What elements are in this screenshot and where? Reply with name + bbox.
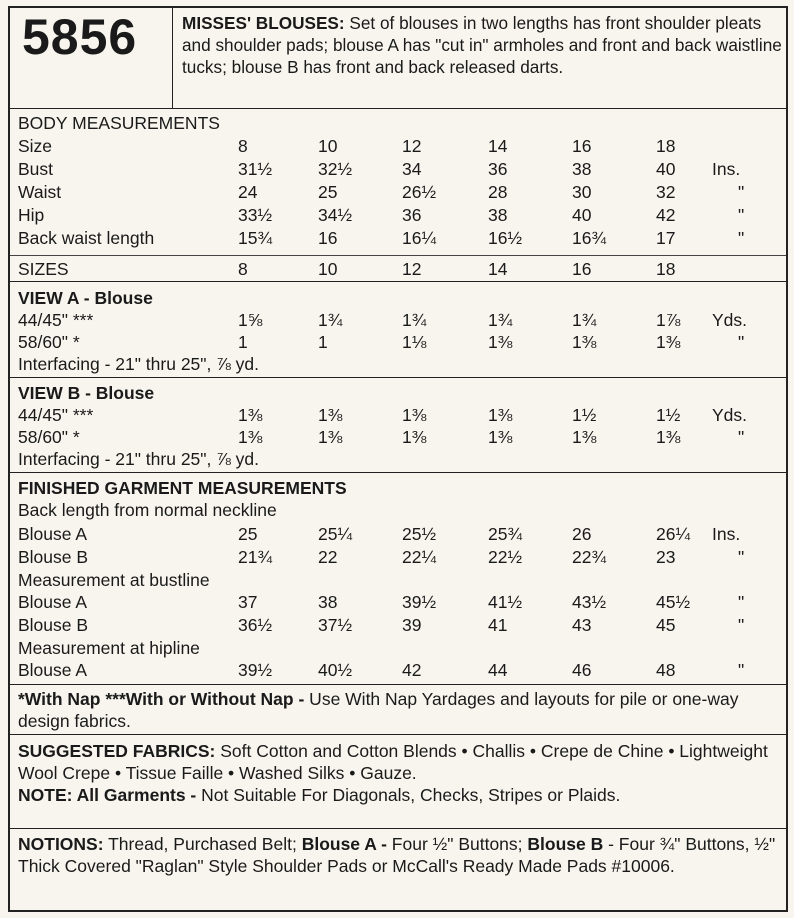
unit-label: ": [738, 547, 745, 567]
notions-bold: NOTIONS:: [18, 834, 104, 854]
divider: [10, 684, 786, 685]
unit-label: ": [738, 660, 745, 680]
pattern-number: 5856: [22, 9, 138, 65]
table-cell: 22¼: [402, 547, 437, 567]
table-cell: 25½: [402, 524, 437, 544]
row-label: Blouse A: [18, 592, 88, 612]
unit-label: Ins.: [712, 524, 741, 544]
table-cell: 24: [238, 182, 258, 202]
table-cell: 32: [656, 182, 676, 202]
table-cell: 21¾: [238, 547, 273, 567]
unit-label: ": [738, 427, 745, 447]
table-cell: 1⅝: [238, 310, 263, 330]
fabrics-note-bold: NOTE: All Garments -: [18, 785, 197, 805]
unit-label: ": [738, 592, 745, 612]
unit-label: ": [738, 615, 745, 635]
table-cell: 1⅜: [488, 427, 513, 447]
row-label: 44/45" ***: [18, 405, 94, 425]
finished-sub-bustline: Measurement at bustline: [18, 570, 210, 590]
table-cell: 28: [488, 182, 508, 202]
table-cell: 12: [402, 136, 422, 156]
row-label: 44/45" ***: [18, 310, 94, 330]
table-cell: 38: [572, 159, 592, 179]
table-cell: 38: [488, 205, 508, 225]
divider: [10, 828, 786, 829]
table-cell: 48: [656, 660, 676, 680]
table-cell: 1¾: [318, 310, 343, 330]
table-cell: 16½: [488, 228, 523, 248]
row-label: Blouse B: [18, 615, 89, 635]
fabrics-note-text: Not Suitable For Diagonals, Checks, Stripes or Plaids.: [196, 785, 621, 805]
table-cell: 1⅜: [572, 427, 597, 447]
description-title: MISSES' BLOUSES:: [182, 13, 345, 33]
unit-label: Yds.: [712, 310, 748, 330]
view-a-interfacing: Interfacing - 21" thru 25", ⅞ yd.: [18, 354, 260, 374]
pattern-description: [182, 12, 782, 78]
table-cell: 40: [656, 159, 676, 179]
table-cell: 39½: [402, 592, 437, 612]
table-cell: 15¾: [238, 228, 273, 248]
size-cell: 18: [656, 259, 676, 279]
table-cell: 34½: [318, 205, 353, 225]
sizes-label: SIZES: [18, 259, 69, 279]
unit-label: ": [738, 228, 745, 248]
finished-sub-back-length: Back length from normal neckline: [18, 500, 277, 520]
table-cell: 25¾: [488, 524, 523, 544]
table-cell: 16: [572, 136, 592, 156]
table-cell: 17: [656, 228, 676, 248]
notions-text-2: Four ½" Buttons;: [386, 834, 528, 854]
table-cell: 26: [572, 524, 592, 544]
table-cell: 39½: [238, 660, 273, 680]
table-cell: 44: [488, 660, 508, 680]
table-cell: 1⅜: [402, 427, 427, 447]
nap-note: [18, 688, 778, 732]
table-cell: 42: [656, 205, 676, 225]
table-cell: 1¾: [572, 310, 597, 330]
nap-note-text: Use With Nap Yardages and layouts for pile or one-way design fabrics.: [18, 689, 739, 731]
table-cell: 25: [238, 524, 258, 544]
table-cell: 1⅜: [318, 405, 343, 425]
divider: [10, 734, 786, 735]
table-cell: 1⅜: [488, 405, 513, 425]
table-cell: 26½: [402, 182, 437, 202]
table-cell: 1⅜: [656, 332, 681, 352]
table-cell: 46: [572, 660, 592, 680]
table-cell: 43: [572, 615, 592, 635]
table-cell: 37½: [318, 615, 353, 635]
view-b-interfacing: Interfacing - 21" thru 25", ⅞ yd.: [18, 449, 260, 469]
table-cell: 25: [318, 182, 338, 202]
size-cell: 8: [238, 259, 248, 279]
table-cell: 26¼: [656, 524, 691, 544]
table-cell: 39: [402, 615, 422, 635]
table-cell: 36: [402, 205, 422, 225]
unit-label: Yds.: [712, 405, 748, 425]
table-cell: 16: [318, 228, 338, 248]
suggested-fabrics: [18, 740, 778, 806]
table-cell: 34: [402, 159, 422, 179]
table-cell: 38: [318, 592, 338, 612]
table-cell: 1⅜: [572, 332, 597, 352]
table-cell: 42: [402, 660, 422, 680]
table-cell: 22¾: [572, 547, 607, 567]
row-label: Waist: [18, 182, 62, 202]
row-label: 58/60" *: [18, 332, 80, 352]
table-cell: 36: [488, 159, 508, 179]
table-cell: 1⅜: [656, 427, 681, 447]
table-cell: 41: [488, 615, 508, 635]
header-divider: [172, 8, 173, 108]
header: [10, 8, 786, 108]
fabrics-text: Soft Cotton and Cotton Blends • Challis • Crepe de Chine • Lightweight Wool Crepe • Tissue Faille • Washed Silks • Gauze.: [18, 741, 768, 783]
divider: [10, 472, 786, 473]
row-label: Hip: [18, 205, 45, 225]
table-cell: 1⅜: [238, 427, 263, 447]
table-cell: 8: [238, 136, 248, 156]
finished-heading: FINISHED GARMENT MEASUREMENTS: [18, 478, 347, 498]
finished-sub-hipline: Measurement at hipline: [18, 638, 200, 658]
table-cell: 40: [572, 205, 592, 225]
nap-note-bold: *With Nap ***With or Without Nap -: [18, 689, 305, 709]
table-cell: 1⅜: [488, 332, 513, 352]
table-cell: 41½: [488, 592, 523, 612]
fabrics-bold: SUGGESTED FABRICS:: [18, 741, 216, 761]
view-a-heading: VIEW A - Blouse: [18, 288, 153, 308]
table-cell: 37: [238, 592, 258, 612]
table-cell: 1¾: [402, 310, 427, 330]
table-cell: 30: [572, 182, 592, 202]
body-measurements-heading: BODY MEASUREMENTS: [18, 113, 220, 133]
table-cell: 1⅛: [402, 332, 427, 352]
table-cell: 1: [238, 332, 248, 352]
table-cell: 45½: [656, 592, 691, 612]
notions-blouse-a-bold: Blouse A -: [301, 834, 387, 854]
description-text: Set of blouses in two lengths has front shoulder pleats and shoulder pads; blouse A has "cut in" armholes and front and back waistline tucks; blouse B has front and back released darts.: [182, 13, 782, 77]
table-cell: 45: [656, 615, 676, 635]
table-cell: 33½: [238, 205, 273, 225]
table-cell: 16¾: [572, 228, 607, 248]
notions: [18, 833, 778, 877]
table-cell: 1¾: [488, 310, 513, 330]
table-cell: 25¼: [318, 524, 353, 544]
table-cell: 43½: [572, 592, 607, 612]
table-cell: 23: [656, 547, 676, 567]
table-cell: 31½: [238, 159, 273, 179]
table-cell: 22: [318, 547, 338, 567]
divider: [10, 255, 786, 256]
table-cell: 1: [318, 332, 328, 352]
table-cell: 18: [656, 136, 676, 156]
row-label: Blouse B: [18, 547, 89, 567]
table-cell: 16¼: [402, 228, 437, 248]
table-cell: 36½: [238, 615, 273, 635]
table-cell: 22½: [488, 547, 523, 567]
unit-label: ": [738, 182, 745, 202]
size-cell: 12: [402, 259, 422, 279]
unit-label: Ins.: [712, 159, 741, 179]
divider: [10, 377, 786, 378]
table-cell: 40½: [318, 660, 353, 680]
size-cell: 14: [488, 259, 508, 279]
view-b-heading: VIEW B - Blouse: [18, 383, 155, 403]
row-label: Size: [18, 136, 53, 156]
table-cell: 1⅜: [318, 427, 343, 447]
table-cell: 1⅜: [402, 405, 427, 425]
table-cell: 1½: [572, 405, 597, 425]
table-cell: 14: [488, 136, 508, 156]
table-cell: 1⅜: [238, 405, 263, 425]
unit-label: ": [738, 205, 745, 225]
table-cell: 32½: [318, 159, 353, 179]
size-cell: 10: [318, 259, 338, 279]
pattern-envelope-back: [8, 6, 788, 912]
row-label: Back waist length: [18, 228, 155, 248]
unit-label: ": [738, 332, 745, 352]
table-cell: 1½: [656, 405, 681, 425]
divider: [10, 281, 786, 282]
notions-text-3: - Four ¾" Buttons, ½" Thick Covered "Raglan" Style Shoulder Pads or McCall's Ready Made Pads #10006.: [18, 834, 776, 876]
notions-text-1: Thread, Purchased Belt;: [103, 834, 302, 854]
size-cell: 16: [572, 259, 592, 279]
row-label: Bust: [18, 159, 54, 179]
table-cell: 1⅞: [656, 310, 681, 330]
divider: [10, 108, 786, 109]
row-label: Blouse A: [18, 524, 88, 544]
table-cell: 10: [318, 136, 338, 156]
row-label: 58/60" *: [18, 427, 80, 447]
notions-blouse-b-bold: Blouse B: [527, 834, 604, 854]
row-label: Blouse A: [18, 660, 88, 680]
